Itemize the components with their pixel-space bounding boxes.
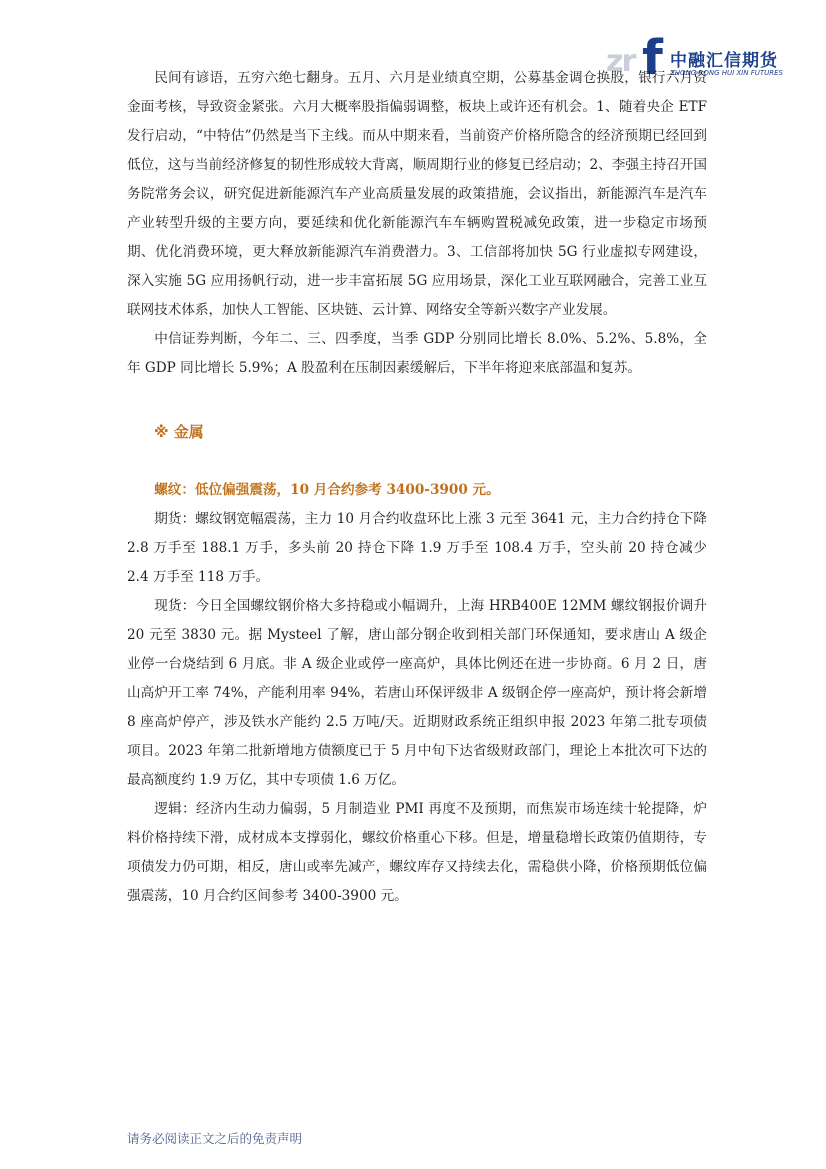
logo-f-mark: f xyxy=(642,30,663,86)
paragraph-logic: 逻辑：经济内生动力偏弱，5 月制造业 PMI 再度不及预期，而焦炭市场连续十轮提降，炉料价格持续下滑，成材成本支撑弱化，螺纹价格重心下移。但是，增量稳增长政策仍值期待，专项债发力仍可期，相反，唐山或率先减产，螺纹库存又持续去化，需稳供小降，价格预期低位偏强震荡，10 月合约区间参考 3400-3900 元。 xyxy=(127,801,707,904)
rebar-headline: 螺纹：低位偏强震荡，10 月合约参考 3400-3900 元。 xyxy=(154,482,500,498)
logo-chinese-name: 中融汇信期货 xyxy=(670,51,778,71)
paragraph-market-outlook: 民间有谚语，五穷六绝七翻身。五月、六月是业绩真空期，公募基金调仓换股，银行六月资金面考核，导致资金紧张。六月大概率股指偏弱调整，板块上或许还有机会。1、随着央企 ETF 发行启动，“中特估”仍然是当下主线。而从中期来看，当前资产价格所隐含的经济预期已经回到低位，这与当前经济修复的韧性形成较大背离，顺周期行业的修复已经启动；2、李强主持召开国务院常务会议，研究促进新能源汽车产业高质量发展的政策措施，会议指出，新能源汽车是汽车产业转型升级的主要方向，要延续和优化新能源汽车车辆购置税减免政策，进一步稳定市场预期、优化消费环境，更大释放新能源汽车消费潜力。3、工信部将加快 5G 行业虚拟专网建设，深入实施 5G 应用扬帆行动，进一步丰富拓展 5G 应用场景，深化工业互联网融合，完善工业互联网技术体系，加快人工智能、区块链、云计算、网络安全等新兴数字产业发展。 xyxy=(127,70,707,318)
document-body xyxy=(127,64,707,911)
logo-english-name: ZHONG RONG HUI XIN FUTURES xyxy=(670,69,783,77)
paragraph-spot: 现货：今日全国螺纹钢价格大多持稳或小幅调升，上海 HRB400E 12MM 螺纹钢报价调升 20 元至 3830 元。据 Mysteel 了解，唐山部分钢企收到相关部门环保通知，要求唐山 A 级企业停一台烧结到 6 月底。非 A 级企业或停一座高炉，具体比例还在进一步协商。6 月 2 日，唐山高炉开工率 74%，产能利用率 94%，若唐山环保评级非 A 级钢企停一座高炉，预计将会新增 8 座高炉停产，涉及铁水产能约 2.5 万吨/天。近期财政系统正组织申报 2023 年第二批专项债项目。2023 年第二批新增地方债额度已于 5 月中旬下达省级财政部门，理论上本批次可下达的最高额度约 1.9 万亿，其中专项债 1.6 万亿。 xyxy=(127,598,707,788)
disclaimer-footer: 请务必阅读正文之后的免责声明 xyxy=(127,1131,303,1146)
logo-mark: zr xyxy=(606,44,635,79)
section-title-metals: ※ 金属 xyxy=(154,423,204,441)
paragraph-futures: 期货：螺纹钢宽幅震荡，主力 10 月合约收盘环比上涨 3 元至 3641 元，主力合约持仓下降 2.8 万手至 188.1 万手，多头前 20 持仓下降 1.9 万手至 108.4 万手，空头前 20 持仓减少 2.4 万手至 118 万手。 xyxy=(127,511,707,585)
paragraph-gdp-forecast: 中信证券判断，今年二、三、四季度，当季 GDP 分别同比增长 8.0%、5.2%、5.8%，全年 GDP 同比增长 5.9%；A 股盈利在压制因素缓解后，下半年将迎来底部温和复苏。 xyxy=(127,331,707,376)
